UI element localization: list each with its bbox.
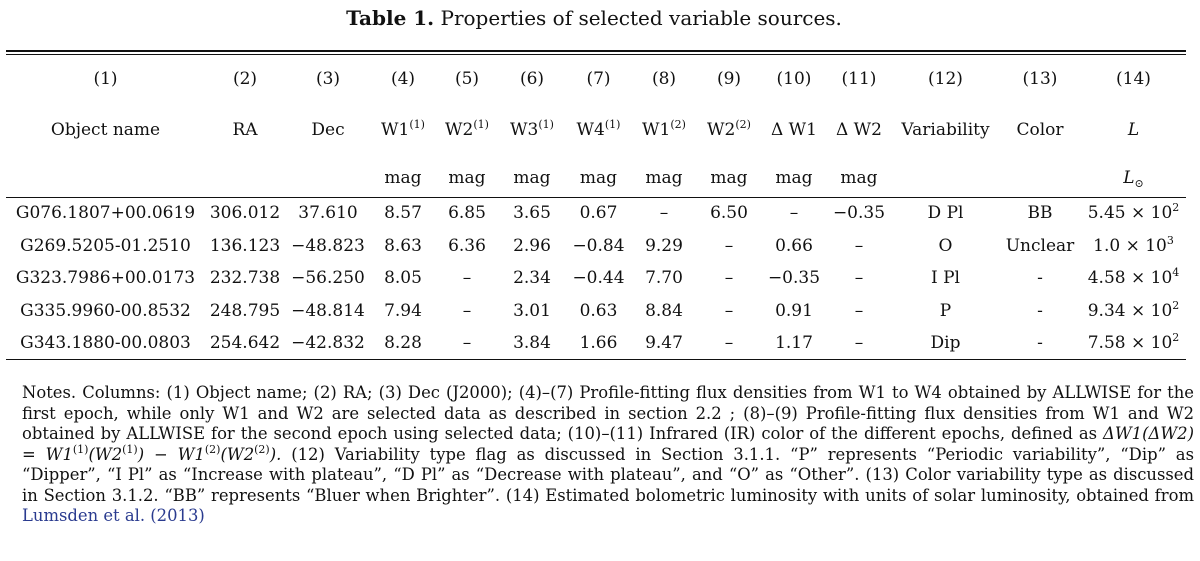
table-cell: 37.610: [298, 203, 358, 224]
column-header-label: W2: [445, 119, 474, 140]
table-cell: –: [854, 300, 864, 321]
column-unit: [285, 158, 371, 197]
column-unit: [892, 158, 999, 197]
column-header-label: Variability: [901, 119, 990, 140]
table-cell: 306.012: [209, 203, 281, 224]
column-header: [205, 101, 285, 158]
table-cell: 6.85: [448, 203, 486, 224]
notes-text-1: Notes. Columns: (1) Object name; (2) RA; (3) Dec (J2000); (4)–(7) Profile-fitting flux densities from W1 to W4 obtained by ALLWISE for the first epoch, while only W1 and W2 are selected data as described in section 2.2 ; (8)–(9) Profile-fitting flux densities from W1 and W2 obtained by ALLWISE for the second epoch using selected data; (10)–(11) Infrared (IR) color of the different epochs, defined as: [22, 383, 1194, 443]
notes-text-2: (12) Variability type flag as discussed in Section 3.1.1. “P” represents “Periodic variability”, “Dip” as “Dipper”, “I Pl” as “Increase with plateau”, “D Pl” as “Decrease with plateau”, and “O” as “Other”. (13) Color variability type as discussed in Section 3.1.2. “BB” represents “Bluer when Brighter”. (14) Estimated bolometric luminosity with units of solar luminosity, obtained from: [22, 444, 1194, 505]
table-cell: −0.44: [572, 268, 625, 289]
notes-formula: $\Delta W1(\Delta W2) = W1^{(1)}(W2^{(1)}) - W1^{(2)}(W2^{(2)})$.: [22, 424, 1194, 464]
luminosity-exponent: 2: [1172, 298, 1180, 312]
table-cell: 7.94: [384, 300, 422, 321]
table-row: [6, 197, 1186, 230]
table-cell: −48.823: [291, 235, 365, 256]
table-cell: 8.63: [384, 235, 422, 256]
table-cell: -: [1037, 333, 1043, 354]
solar-symbol: ⊙: [1134, 176, 1144, 190]
column-header: [285, 101, 371, 158]
table-cell: -: [1037, 268, 1043, 289]
table-row: [6, 230, 1186, 263]
table-cell: −0.35: [832, 203, 886, 224]
column-header: [892, 101, 999, 158]
table-cell: G269.5205-01.2510: [20, 235, 191, 256]
column-unit: [826, 158, 892, 197]
column-header-epoch: (1): [604, 117, 621, 131]
luminosity-cell: [1081, 262, 1186, 295]
table-cell: G335.9960-00.8532: [20, 300, 191, 321]
column-header: [999, 101, 1081, 158]
column-header-label: W1: [642, 119, 671, 140]
table-cell: 3.65: [513, 203, 551, 224]
top-rule-thin: [6, 54, 1186, 55]
column-unit: [762, 158, 826, 197]
column-number: (6): [519, 69, 545, 89]
column-header-label: W3: [510, 119, 539, 140]
column-number: (5): [454, 69, 480, 89]
table-cell: −0.35: [767, 268, 821, 289]
table-cell: 3.84: [513, 333, 551, 354]
column-number: (9): [716, 69, 742, 89]
column-header-label: RA: [232, 119, 258, 140]
table-cell: 6.36: [448, 235, 486, 256]
column-header-epoch: (1): [538, 117, 554, 131]
header-unit-row: [6, 158, 1186, 197]
table-cell: –: [854, 268, 864, 289]
column-header: [696, 101, 762, 158]
table-cell: 248.795: [209, 300, 281, 321]
column-header: [565, 101, 632, 158]
table-row: [6, 262, 1186, 295]
table-cell: 8.84: [645, 300, 683, 321]
table-cell: 0.67: [579, 203, 618, 224]
variable-sources-table: [6, 57, 1186, 360]
table-cell: -: [1037, 300, 1043, 321]
table-cell: –: [724, 235, 734, 256]
table-cell: −0.84: [572, 235, 625, 256]
column-unit: [499, 158, 565, 197]
header-name-row: [6, 101, 1186, 158]
column-unit-label: mag: [645, 167, 683, 188]
column-number: (13): [1022, 69, 1058, 89]
table-cell: 8.28: [384, 333, 422, 354]
column-unit-label: mag: [579, 167, 618, 188]
column-unit: [1081, 158, 1186, 197]
column-unit-label: mag: [513, 167, 551, 188]
column-header: [435, 101, 499, 158]
table-cell: Unclear: [1005, 235, 1075, 256]
column-header-label: W4: [576, 119, 605, 140]
column-header: [632, 101, 696, 158]
column-number: (11): [841, 69, 877, 89]
column-number: (14): [1116, 69, 1151, 89]
luminosity-mantissa: 1.0 × 10: [1093, 235, 1167, 256]
table-cell: 9.29: [645, 235, 683, 256]
column-number: (1): [93, 69, 118, 89]
table-cell: –: [724, 268, 734, 289]
luminosity-exponent: 2: [1172, 331, 1180, 345]
column-number: (2): [232, 69, 258, 89]
column-header: [1081, 101, 1186, 158]
table-cell: –: [724, 300, 734, 321]
column-unit-label: mag: [710, 167, 748, 188]
column-header-epoch: (2): [670, 117, 686, 131]
luminosity-cell: [1081, 230, 1186, 263]
table-cell: D Pl: [927, 203, 964, 224]
column-header-label: Object name: [50, 119, 161, 140]
column-header: [762, 101, 826, 158]
table-cell: −48.814: [291, 300, 365, 321]
table-cell: 3.01: [513, 300, 551, 321]
table-cell: 136.123: [209, 235, 281, 256]
table-cell: Dip: [930, 333, 961, 354]
table-cell: 8.57: [384, 203, 422, 224]
luminosity-exponent: 2: [1172, 201, 1180, 215]
column-unit: [632, 158, 696, 197]
table-cell: 2.34: [513, 268, 551, 289]
column-header-label: Δ W2: [836, 119, 882, 140]
table-cell: G076.1807+00.0619: [15, 203, 196, 224]
citation-link[interactable]: Lumsden et al. (2013): [22, 506, 205, 525]
table-cell: 8.05: [384, 268, 422, 289]
table-cell: −56.250: [291, 268, 365, 289]
column-header-label: W1: [381, 119, 410, 140]
table-cell: –: [789, 203, 799, 224]
table-cell: 1.17: [775, 333, 813, 354]
table-cell: –: [724, 333, 734, 354]
table-notes: [22, 383, 1194, 551]
column-header-epoch: (1): [409, 117, 425, 131]
column-header: [499, 101, 565, 158]
table-row: [6, 295, 1186, 328]
column-unit: [999, 158, 1081, 197]
table-cell: 7.70: [645, 268, 683, 289]
luminosity-exponent: 4: [1172, 266, 1180, 280]
column-unit-label: mag: [448, 167, 486, 188]
table-cell: –: [854, 235, 864, 256]
table-cell: –: [659, 203, 669, 224]
column-unit: [696, 158, 762, 197]
column-number: (7): [586, 69, 611, 89]
luminosity-cell: [1081, 197, 1186, 230]
column-header-epoch: (2): [735, 117, 751, 131]
table-label: Table 1.: [346, 6, 435, 30]
column-number: (4): [390, 69, 416, 89]
column-header-label: W2: [707, 119, 736, 140]
column-header-label: Δ W1: [771, 119, 817, 140]
column-unit: [6, 158, 205, 197]
column-unit-label: mag: [384, 167, 422, 188]
column-header-epoch: (1): [473, 117, 489, 131]
table-cell: –: [854, 333, 864, 354]
table-cell: 9.47: [645, 333, 683, 354]
column-unit-label: L: [1123, 167, 1135, 188]
column-unit-label: mag: [840, 167, 878, 188]
table-caption: [0, 6, 1188, 30]
luminosity-cell: [1081, 327, 1186, 360]
luminosity-mantissa: 9.34 × 10: [1087, 300, 1173, 321]
header-number-row: [6, 57, 1186, 101]
column-header: [826, 101, 892, 158]
table-cell: 2.96: [513, 235, 551, 256]
column-unit-label: mag: [775, 167, 813, 188]
column-number: (3): [315, 69, 341, 89]
table-cell: G323.7986+00.0173: [15, 268, 196, 289]
column-number: (10): [776, 69, 812, 89]
table-row: [6, 327, 1186, 360]
top-rule-thick: [6, 50, 1186, 52]
luminosity-exponent: 3: [1166, 233, 1174, 247]
table-cell: –: [462, 268, 472, 289]
table-cell: 1.66: [579, 333, 618, 354]
table-cell: –: [462, 333, 472, 354]
luminosity-cell: [1081, 295, 1186, 328]
column-header-label: Color: [1016, 119, 1064, 140]
table-cell: 6.50: [710, 203, 748, 224]
table-cell: P: [939, 300, 952, 321]
column-header: [371, 101, 435, 158]
luminosity-mantissa: 4.58 × 10: [1087, 268, 1173, 289]
column-header-label: L: [1127, 119, 1140, 140]
table-cell: –: [462, 300, 472, 321]
column-unit: [435, 158, 499, 197]
table-cell: G343.1880-00.0803: [20, 333, 191, 354]
column-unit: [371, 158, 435, 197]
luminosity-mantissa: 7.58 × 10: [1087, 333, 1173, 354]
column-number: (12): [928, 69, 963, 89]
table-title: Properties of selected variable sources.: [440, 6, 842, 30]
table-cell: 232.738: [209, 268, 281, 289]
column-unit: [565, 158, 632, 197]
table-cell: 0.63: [579, 300, 618, 321]
table-cell: BB: [1027, 203, 1053, 224]
table-cell: 254.642: [209, 333, 281, 354]
column-header: [6, 101, 205, 158]
column-header-label: Dec: [311, 119, 345, 140]
table-cell: O: [938, 235, 953, 256]
table-cell: I Pl: [931, 268, 960, 289]
luminosity-mantissa: 5.45 × 10: [1087, 203, 1173, 224]
column-unit: [205, 158, 285, 197]
table-cell: 0.66: [775, 235, 813, 256]
column-number: (8): [651, 69, 677, 89]
table-cell: −42.832: [291, 333, 365, 354]
table-cell: 0.91: [775, 300, 813, 321]
